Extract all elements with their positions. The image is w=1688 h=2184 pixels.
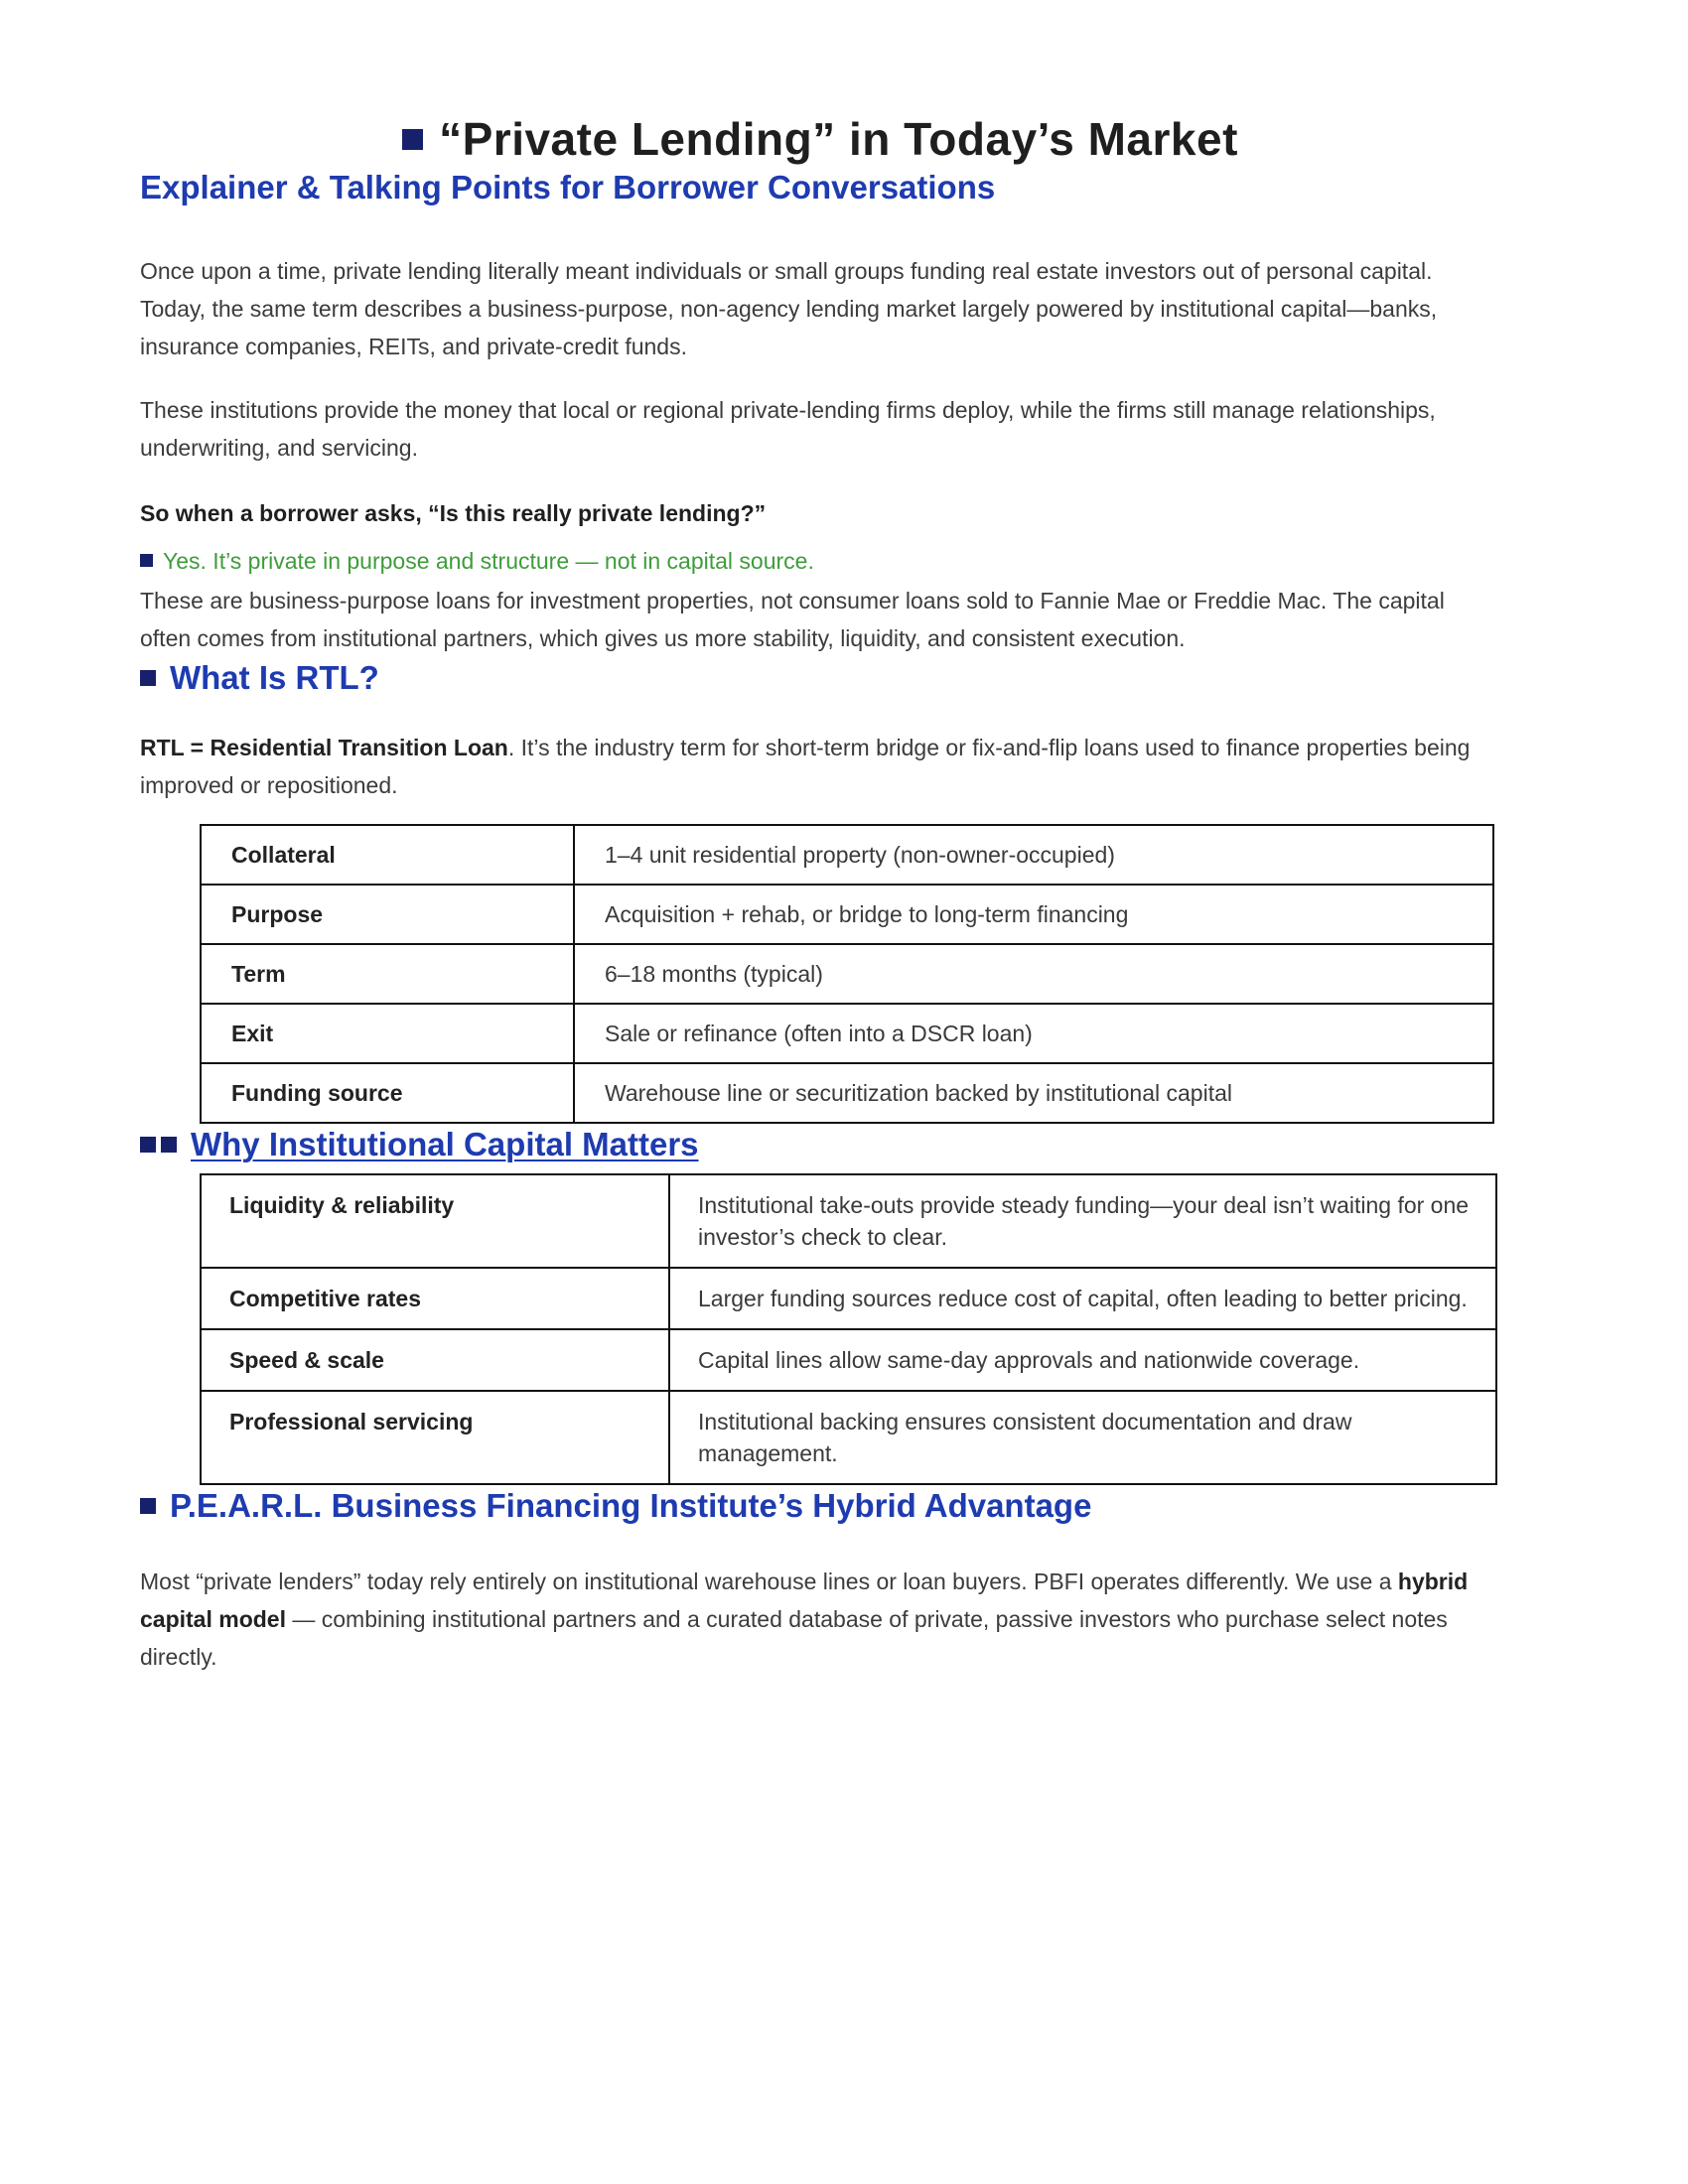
rtl-heading (140, 657, 1500, 699)
rtl-lead-bold: RTL = Residential Transition Loan (140, 735, 508, 760)
table-value-cell: Institutional backing ensures consistent documentation and draw management. (669, 1391, 1496, 1484)
table-value-cell: Institutional take-outs provide steady funding—your deal isn’t waiting for one investor’s check to clear. (669, 1174, 1496, 1268)
document-title-text: “Private Lending” in Today’s Market (439, 113, 1238, 165)
table-label-cell: Liquidity & reliability (201, 1174, 669, 1268)
document-title (140, 0, 1500, 167)
table-row (201, 1063, 1493, 1123)
table-label-cell: Funding source (201, 1063, 574, 1123)
rtl-table (200, 824, 1494, 1124)
pearl-paragraph (140, 1563, 1500, 1676)
pearl-paragraph-after: — combining institutional partners and a curated database of private, passive investors who purchase select notes directly. (140, 1606, 1448, 1670)
table-row (201, 885, 1493, 944)
table-row (201, 1004, 1493, 1063)
why-heading (140, 1124, 1500, 1165)
explainer-paragraph-2: These institutions provide the money that local or regional private-lending firms deploy, while the firms still manage relationships, underwriting, and servicing. (140, 397, 1436, 461)
table-value-cell: Acquisition + rehab, or bridge to long-term financing (574, 885, 1493, 944)
table-value-cell: Capital lines allow same-day approvals and nationwide coverage. (669, 1329, 1496, 1391)
bullet-square-icon (161, 1137, 177, 1153)
bullet-square-icon (402, 129, 423, 150)
table-row (201, 1268, 1496, 1329)
table-value-cell: 6–18 months (typical) (574, 944, 1493, 1004)
explainer-paragraph-1: Once upon a time, private lending literally meant individuals or small groups funding real estate investors out of personal capital. Today, the same term describes a business-purpose, non-agency lending market largely powered by institutional capital—banks, insurance companies, REITs, and private-credit funds. (140, 258, 1438, 359)
answer-detail-paragraph: These are business-purpose loans for investment properties, not consumer loans sold to Fannie Mae or Freddie Mac. The capital often comes from institutional partners, which gives us more stability, liquidity, and consistent execution. (140, 588, 1445, 651)
pearl-heading (140, 1485, 1500, 1527)
why-table (200, 1173, 1497, 1485)
table-row (201, 1391, 1496, 1484)
table-label-cell: Exit (201, 1004, 574, 1063)
why-heading-text: Why Institutional Capital Matters (191, 1126, 699, 1162)
table-label-cell: Competitive rates (201, 1268, 669, 1329)
bullet-square-icon (140, 554, 153, 567)
rtl-lead-paragraph (140, 729, 1500, 804)
rtl-lead-rest: . It’s the industry term for short-term bridge or fix-and-flip loans used to finance properties being improved or repositioned. (140, 735, 1471, 798)
answer-highlight-text: Yes. It’s private in purpose and structure — not in capital source. (163, 548, 814, 574)
table-label-cell: Term (201, 944, 574, 1004)
borrower-question: So when a borrower asks, “Is this really private lending?” (140, 500, 767, 526)
bullet-square-icon (140, 670, 156, 686)
answer-highlight-line (140, 542, 1500, 580)
table-row (201, 1174, 1496, 1268)
pearl-paragraph-bold: hybrid capital model (140, 1569, 1469, 1632)
table-row (201, 1329, 1496, 1391)
table-value-cell: Sale or refinance (often into a DSCR loan) (574, 1004, 1493, 1063)
table-label-cell: Professional servicing (201, 1391, 669, 1484)
table-label-cell: Collateral (201, 825, 574, 885)
bullet-square-icon (140, 1137, 156, 1153)
table-value-cell: Larger funding sources reduce cost of capital, often leading to better pricing. (669, 1268, 1496, 1329)
pearl-heading-text: P.E.A.R.L. Business Financing Institute’s Hybrid Advantage (170, 1487, 1092, 1524)
table-label-cell: Purpose (201, 885, 574, 944)
rtl-heading-text: What Is RTL? (170, 659, 379, 696)
table-value-cell: 1–4 unit residential property (non-owner-occupied) (574, 825, 1493, 885)
table-value-cell: Warehouse line or securitization backed by institutional capital (574, 1063, 1493, 1123)
table-label-cell: Speed & scale (201, 1329, 669, 1391)
bullet-square-icon (140, 1498, 156, 1514)
explainer-heading: Explainer & Talking Points for Borrower Conversations (140, 169, 996, 205)
table-row (201, 825, 1493, 885)
pearl-paragraph-before: Most “private lenders” today rely entirely on institutional warehouse lines or loan buyers. PBFI operates differently. We use a (140, 1569, 1398, 1594)
table-row (201, 944, 1493, 1004)
